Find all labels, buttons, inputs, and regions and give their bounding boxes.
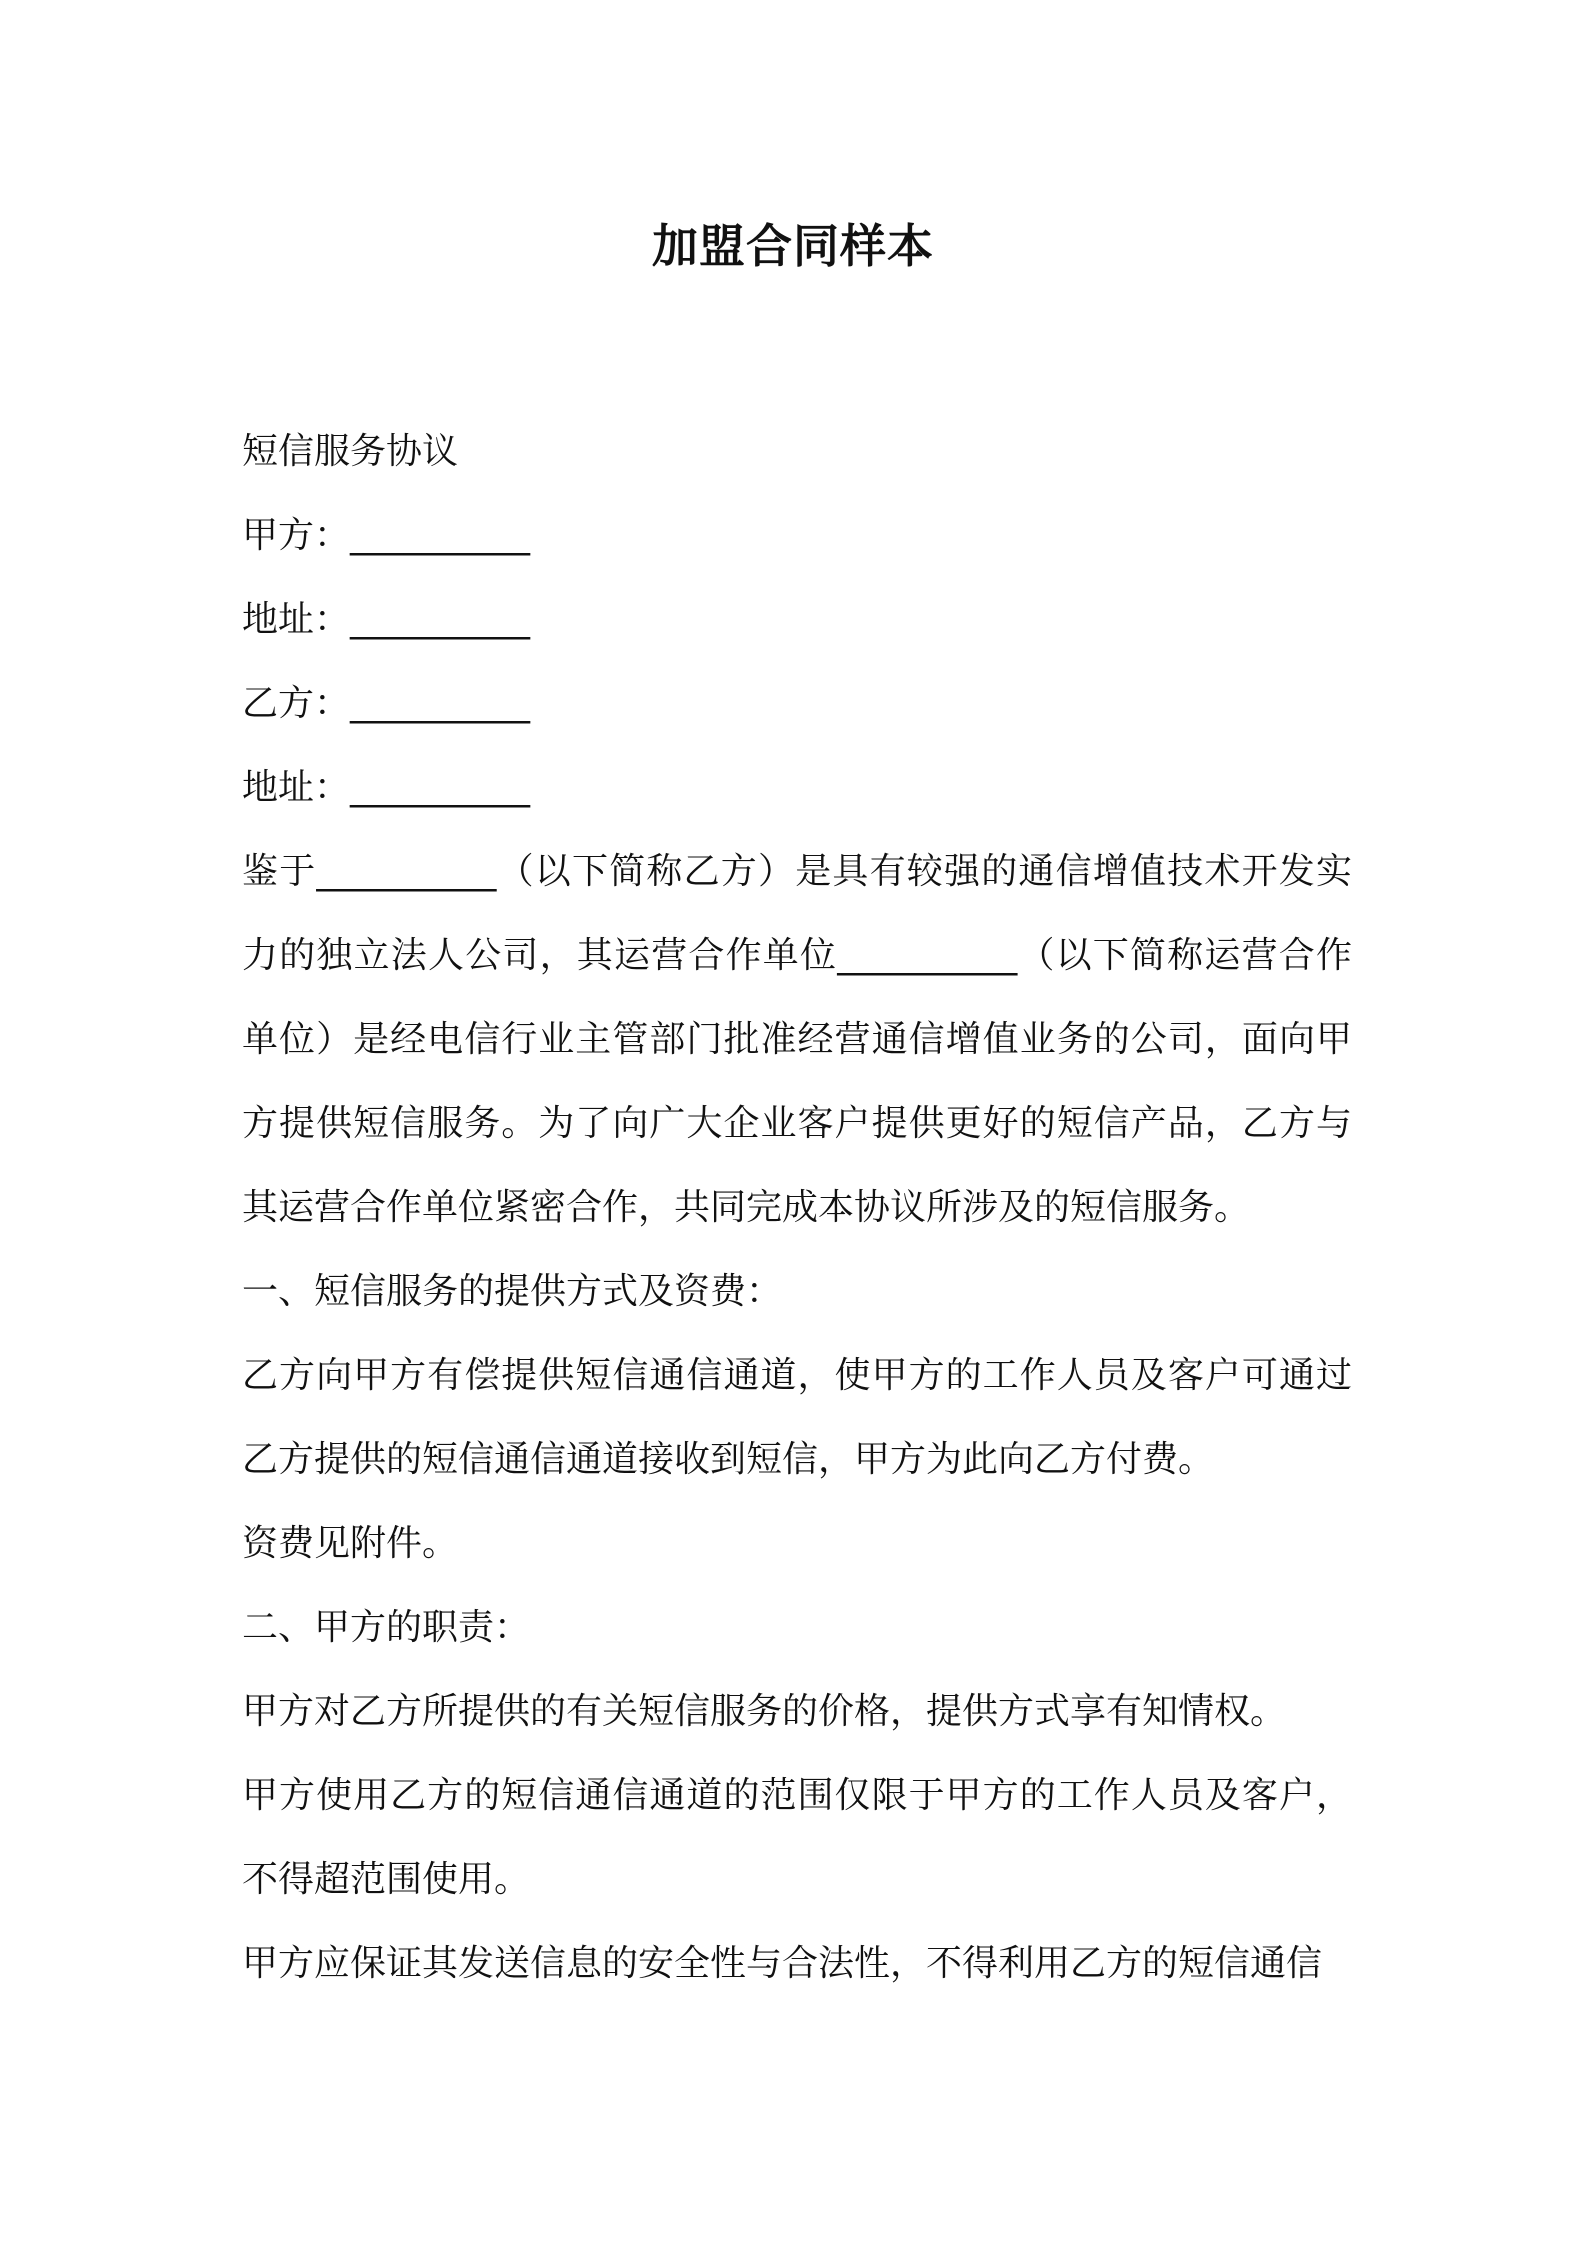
agreement-subtitle: 短信服务协议 xyxy=(242,431,459,472)
address-a-line xyxy=(242,578,1352,662)
preamble-paragraph: 鉴于__________（以下简称乙方）是具有较强的通信增值技术开发实力的独立法人公司，其运营合作单位__________（以下简称运营合作单位）是经电信行业主管部门批准经营通信增值业务的公司，面向甲方提供短信服务。为了向广大企业客户提供更好的短信产品，乙方与其运营合作单位紧密合作，共同完成本协议所涉及的短信服务。 xyxy=(242,851,1352,1228)
party-a-label: 甲方： xyxy=(242,515,351,556)
address-a-label: 地址： xyxy=(242,599,351,640)
section-1-paragraph-1: 乙方向甲方有偿提供短信通信通道，使甲方的工作人员及客户可通过乙方提供的短信通信通道接收到短信，甲方为此向乙方付费。 xyxy=(242,1355,1352,1480)
document-title: 加盟合同样本 xyxy=(652,219,934,273)
address-b-line xyxy=(242,746,1352,830)
party-b-label: 乙方： xyxy=(242,683,351,724)
address-b-blank: __________ xyxy=(350,767,531,808)
section-1-paragraph-2: 资费见附件。 xyxy=(242,1523,459,1564)
section-2-paragraph-1: 甲方对乙方所提供的有关短信服务的价格，提供方式享有知情权。 xyxy=(242,1691,1287,1732)
document-body xyxy=(242,410,1352,2006)
section-2-paragraph-2: 甲方使用乙方的短信通信通道的范围仅限于甲方的工作人员及客户，不得超范围使用。 xyxy=(242,1775,1352,1900)
party-b-blank: __________ xyxy=(350,683,531,724)
party-a-blank: __________ xyxy=(350,515,531,556)
address-b-label: 地址： xyxy=(242,767,351,808)
section-2-heading: 二、甲方的职责： xyxy=(242,1607,531,1648)
address-a-blank: __________ xyxy=(350,599,531,640)
section-2-paragraph-3: 甲方应保证其发送信息的安全性与合法性，不得利用乙方的短信通信 xyxy=(242,1943,1323,1984)
party-a-line xyxy=(242,494,1352,578)
party-b-line xyxy=(242,662,1352,746)
section-1-heading: 一、短信服务的提供方式及资费： xyxy=(242,1271,783,1312)
